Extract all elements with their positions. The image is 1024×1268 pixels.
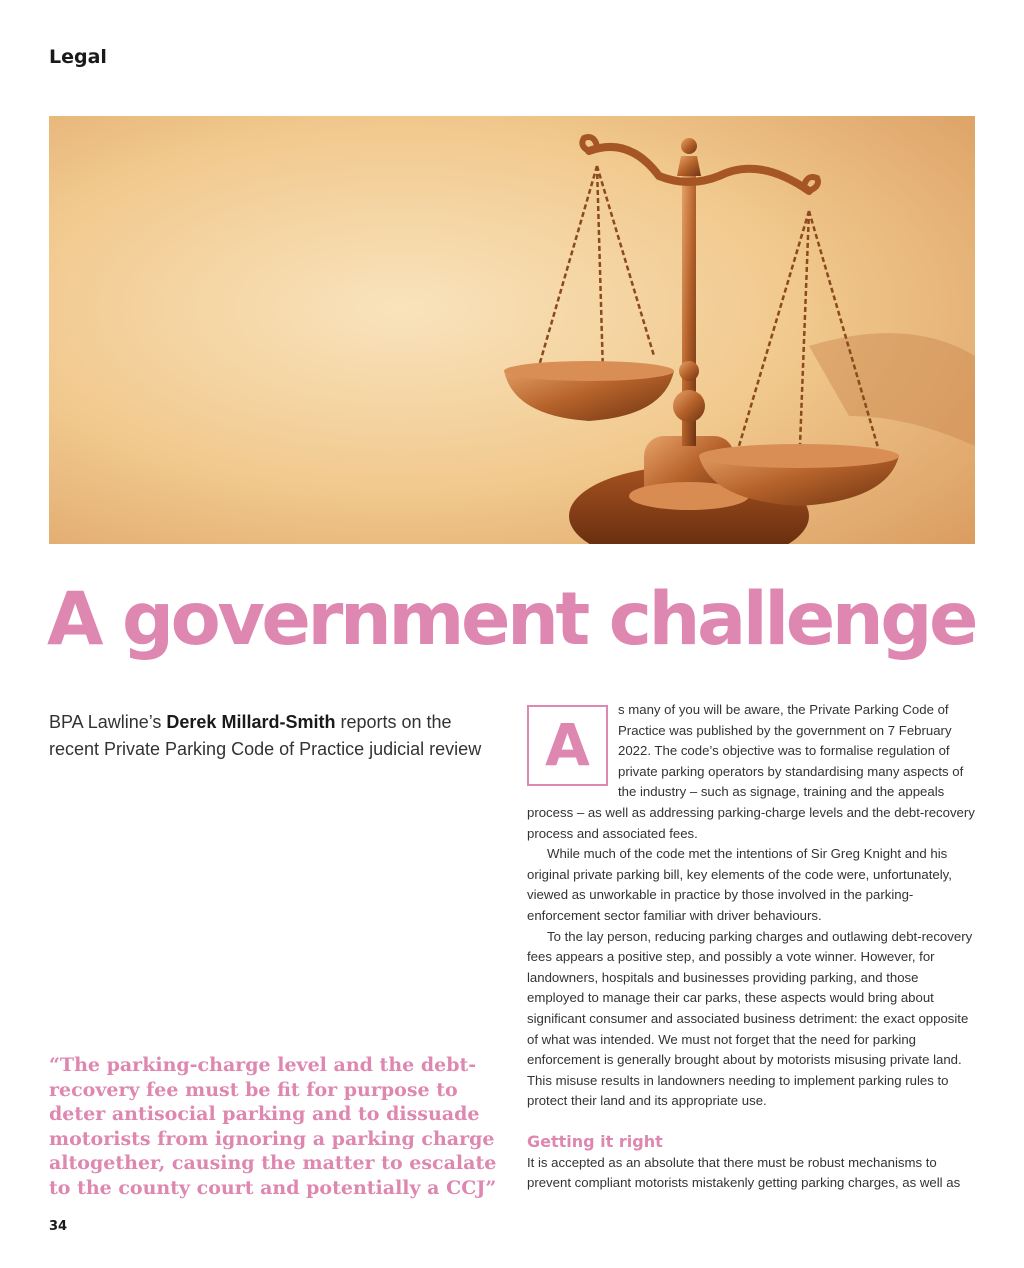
author-name: Derek Millard-Smith xyxy=(166,712,336,732)
pull-quote: “The parking-charge level and the debt-recovery fee must be fit for purpose to deter antisocial parking and to dissuade motorists from ignoring a parking charge altogether, causing the matter to escalate to the county court and potentially a CCJ” xyxy=(49,1054,497,1199)
drop-cap: A xyxy=(527,705,608,786)
standfirst-prefix: BPA Lawline’s xyxy=(49,712,167,732)
body-column xyxy=(527,700,977,1194)
body-paragraph: s many of you will be aware, the Private Parking Code of Practice was published by the government on 7 February 2022. The code’s objective was to formalise regulation of private parking operators by standardising many aspects of the industry – such as signage, training and the appeals process – as well as addressing parking-charge levels and the debt-recovery process and associated fees. xyxy=(527,702,975,841)
standfirst xyxy=(49,709,489,763)
page-number: 34 xyxy=(49,1219,68,1234)
body-paragraph: It is accepted as an absolute that there must be robust mechanisms to prevent compliant motorists mistakenly getting parking charges, as well as xyxy=(527,1154,961,1191)
section-label: Legal xyxy=(49,46,107,68)
subheading: Getting it right xyxy=(527,1131,663,1151)
standfirst-suffix: reports on the recent Private Parking Code of Practice judicial review xyxy=(49,712,482,759)
headline: A government challenge xyxy=(47,577,976,662)
hero-image xyxy=(49,116,975,544)
body-paragraph: While much of the code met the intentions of Sir Greg Knight and his original private parking bill, key elements of the code were, unfortunately, viewed as unworkable in practice by those involved in the parking-enforcement sector familiar with driver behaviours. xyxy=(527,846,952,923)
body-paragraph: To the lay person, reducing parking charges and outlawing debt-recovery fees appears a positive step, and possibly a vote winner. However, for landowners, hospitals and businesses providing parking, and those employed to manage their car parks, these aspects would bring about significant consumer and associated business detriment: the exact opposite of what was intended. We must not forget that the need for parking enforcement is generally brought about by motorists misusing private land. This misuse results in landowners needing to implement parking rules to protect their land and its appropriate use. xyxy=(527,928,973,1109)
